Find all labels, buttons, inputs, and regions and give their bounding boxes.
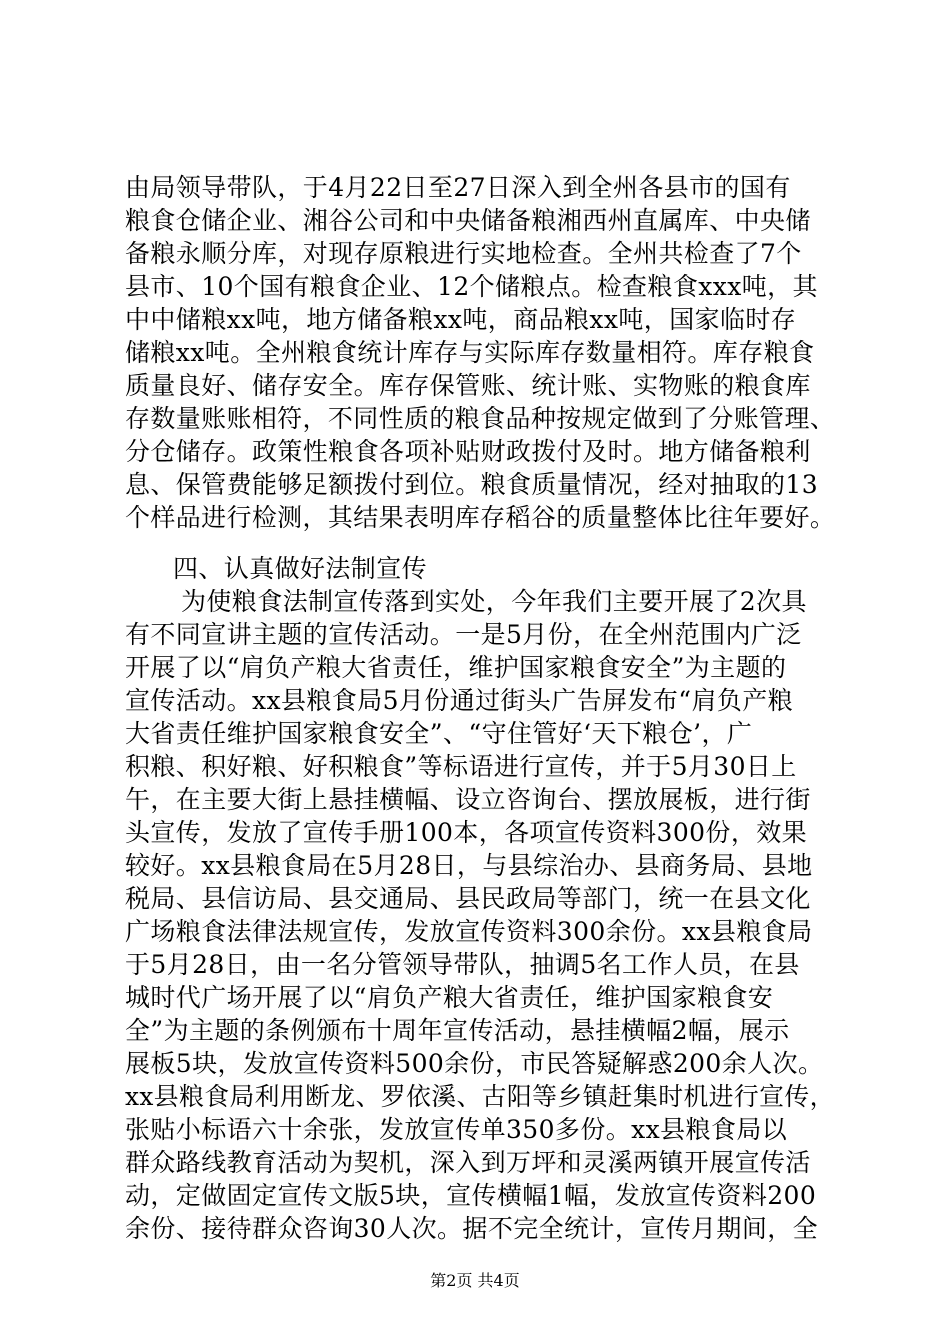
paragraph-line: 广场粮食法律法规宣传，发放宣传资料300余份。xx县粮食局 — [125, 917, 813, 946]
paragraph-line: 县市、10个国有粮食企业、12个储粮点。检查粮食xxx吨，其 — [125, 272, 818, 301]
paragraph-line: 较好。xx县粮食局在5月28日，与县综治办、县商务局、县地 — [125, 851, 813, 880]
paragraph-line: 分仓储存。政策性粮食各项补贴财政拨付及时。地方储备粮利 — [125, 437, 811, 466]
paragraph-line: 宣传活动。xx县粮食局5月份通过街头广告屏发布“肩负产粮 — [125, 686, 794, 715]
paragraph-line: 动，定做固定宣传文版5块，宣传横幅1幅，发放宣传资料200 — [125, 1181, 817, 1210]
paragraph-line: 粮食仓储企业、湘谷公司和中央储备粮湘西州直属库、中央储 — [125, 206, 811, 235]
paragraph-line: 个样品进行检测，其结果表明库存稻谷的质量整体比往年要好。 — [125, 503, 836, 532]
paragraph-line: 中中储粮xx吨，地方储备粮xx吨，商品粮xx吨，国家临时存 — [125, 305, 797, 334]
paragraph-line: 午，在主要大街上悬挂横幅、设立咨询台、摆放展板，进行街 — [125, 785, 811, 814]
paragraph-line: 积粮、积好粮、好积粮食”等标语进行宣传，并于5月30日上 — [125, 752, 797, 781]
paragraph-line: 储粮xx吨。全州粮食统计库存与实际库存数量相符。库存粮食 — [125, 338, 815, 367]
paragraph-line: 质量良好、储存安全。库存保管账、统计账、实物账的粮食库 — [125, 371, 811, 400]
paragraph-line: 备粮永顺分库，对现存原粮进行实地检查。全州共检查了7个 — [125, 239, 802, 268]
paragraph-line: 开展了以“肩负产粮大省责任，维护国家粮食安全”为主题的 — [125, 653, 787, 682]
paragraph-line: 大省责任维护国家粮食安全”、“守住管好‘天下粮仓’，广 — [125, 719, 753, 748]
paragraph-line: 存数量账账相符，不同性质的粮食品种按规定做到了分账管理、 — [125, 404, 836, 433]
paragraph-line: xx县粮食局利用断龙、罗依溪、古阳等乡镇赶集时机进行宣传， — [125, 1082, 835, 1111]
paragraph-line: 张贴小标语六十余张，发放宣传单350多份。xx县粮食局以 — [125, 1115, 788, 1144]
paragraph-line: 城时代广场开展了以“肩负产粮大省责任，维护国家粮食安 — [125, 983, 774, 1012]
paragraph-line: 有不同宣讲主题的宣传活动。一是5月份，在全州范围内广泛 — [125, 620, 802, 649]
paragraph-line: 于5月28日，由一名分管领导带队，抽调5名工作人员，在县 — [125, 950, 800, 979]
paragraph-line: 全”为主题的条例颁布十周年宣传活动，悬挂横幅2幅，展示 — [125, 1016, 790, 1045]
paragraph-line: 税局、县信访局、县交通局、县民政局等部门，统一在县文化 — [125, 884, 811, 913]
paragraph-line: 展板5块，发放宣传资料500余份，市民答疑解惑200余人次。 — [125, 1049, 824, 1078]
paragraph-line: 由局领导带队，于4月22日至27日深入到全州各县市的国有 — [125, 173, 791, 202]
paragraph-line: 为使粮食法制宣传落到实处，今年我们主要开展了2次具 — [181, 587, 807, 616]
paragraph-line: 余份、接待群众咨询30人次。据不完全统计，宣传月期间，全 — [125, 1214, 819, 1243]
paragraph-line: 息、保管费能够足额拨付到位。粮食质量情况，经对抽取的13 — [125, 470, 819, 499]
paragraph-line: 头宣传，发放了宣传手册100本，各项宣传资料300份，效果 — [125, 818, 808, 847]
section-heading: 四、认真做好法制宣传 — [173, 554, 428, 583]
page-number-footer: 第2页 共4页 — [430, 1271, 520, 1290]
paragraph-line: 群众路线教育活动为契机，深入到万坪和灵溪两镇开展宣传活 — [125, 1148, 811, 1177]
